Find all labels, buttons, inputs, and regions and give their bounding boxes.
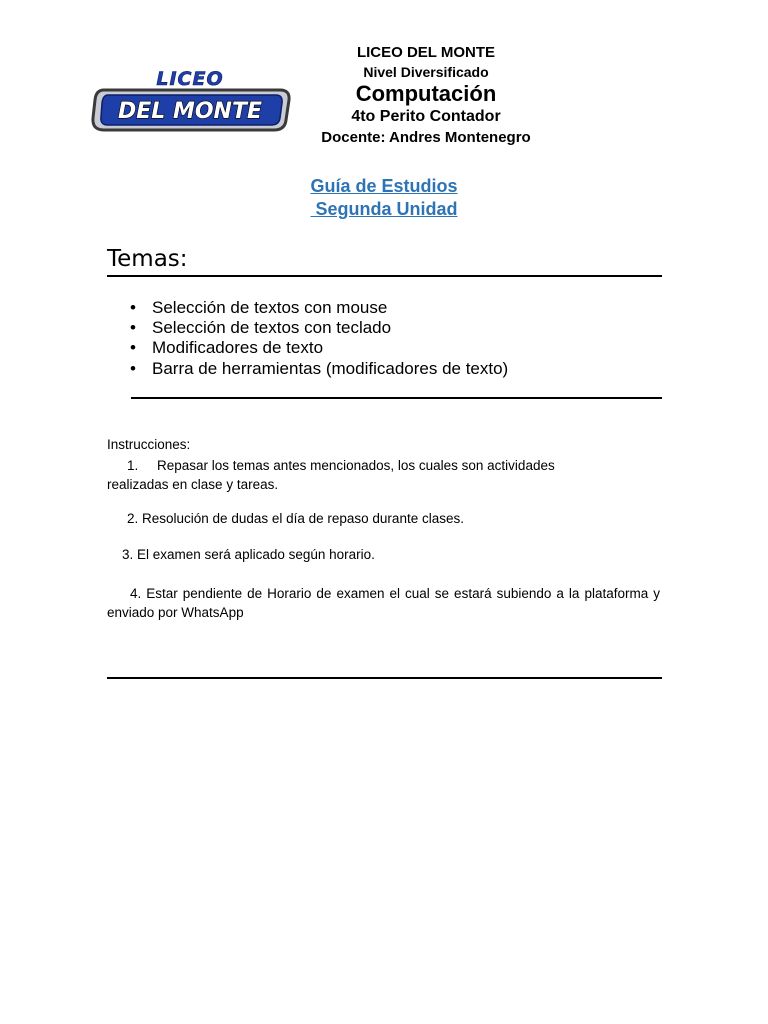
guide-title-line2: Segunda Unidad bbox=[310, 199, 458, 219]
divider bbox=[107, 275, 662, 277]
topic-text: Selección de textos con teclado bbox=[152, 318, 392, 338]
list-item bbox=[107, 318, 508, 338]
subject-title: Computación bbox=[355, 81, 497, 106]
grade-label: 4to Perito Contador bbox=[351, 108, 501, 125]
school-logo bbox=[90, 68, 292, 134]
topic-text: Modificadores de texto bbox=[152, 338, 324, 358]
instructions-label: Instrucciones: bbox=[107, 437, 191, 452]
divider bbox=[131, 397, 662, 399]
teacher-name: Docente: Andres Montenegro bbox=[321, 129, 531, 146]
topic-text: Barra de herramientas (modificadores de texto) bbox=[152, 358, 509, 378]
bullet-icon: • bbox=[130, 318, 136, 338]
list-item bbox=[107, 338, 508, 358]
topics-list bbox=[107, 298, 508, 379]
instruction-item-2: 2. Resolución de dudas el día de repaso durante clases. bbox=[127, 511, 464, 526]
instruction-text: Repasar los temas antes mencionados, los cuales son actividades bbox=[157, 458, 555, 473]
divider bbox=[107, 677, 662, 679]
instruction-number: 1. bbox=[127, 458, 139, 473]
topics-heading: Temas: bbox=[107, 246, 188, 272]
list-item bbox=[107, 359, 508, 379]
list-item bbox=[107, 298, 508, 318]
bullet-icon: • bbox=[130, 358, 136, 378]
school-level: Nivel Diversificado bbox=[363, 64, 489, 80]
instruction-text-continued: realizadas en clase y tareas. bbox=[107, 477, 279, 492]
school-name: LICEO DEL MONTE bbox=[356, 44, 496, 61]
topic-text: Selección de textos con mouse bbox=[152, 298, 388, 317]
bullet-icon: • bbox=[130, 338, 136, 358]
logo-text-del-monte: DEL MONTE bbox=[117, 99, 263, 124]
instruction-item-3: 3. El examen será aplicado según horario. bbox=[122, 547, 375, 562]
guide-title-line1: Guía de Estudios bbox=[310, 176, 458, 196]
logo-text-liceo: LICEO bbox=[156, 68, 224, 90]
instruction-item-1 bbox=[107, 456, 660, 494]
bullet-icon: • bbox=[130, 298, 136, 317]
instruction-item-4: 4. Estar pendiente de Horario de examen el cual se estará subiendo a la plataforma y enviado por WhatsApp bbox=[107, 586, 660, 620]
